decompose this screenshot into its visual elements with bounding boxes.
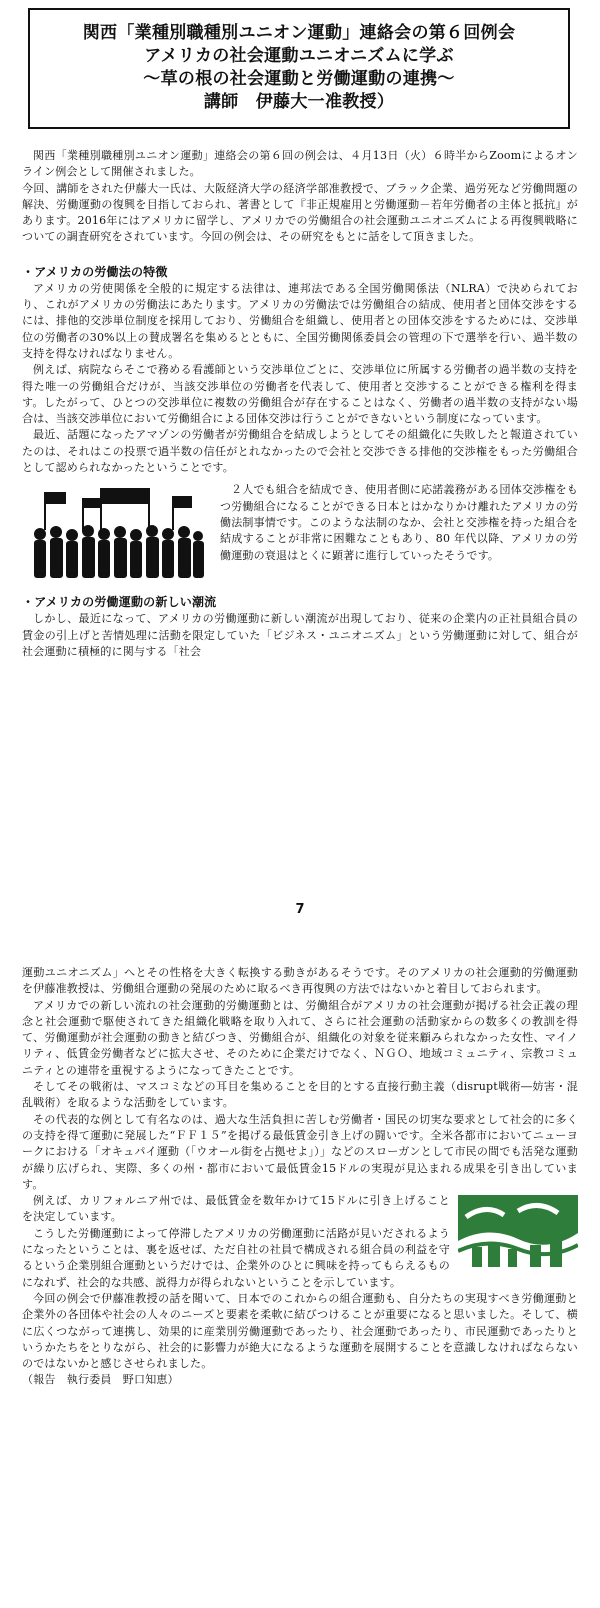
intro-paragraph-2: 今回、講師をされた伊藤大一氏は、大阪経済大学の経済学部准教授で、ブラック企業、過労死など労働問題の解決、労働運動の復興を目指しておられ、著書として『非正規雇用と労働運動－若年労働者の主体と抵抗』があります。2016年にはアメリカに留学し、アメリカでの労働組合の社会運動ユニオニズムによる再復興戦略についての調査研究をされています。今回の例会は、その研究をもとに話をして頂きました。 — [22, 181, 578, 244]
intro-paragraph-1: 関西「業種別職種別ユニオン運動」連絡会の第６回の例会は、４月13日（火）６時半からZoomによるオンライン例会として開催されました。 — [22, 149, 578, 179]
page-2-paragraph-5: 例えば、カリフォルニア州では、最低賃金を数年かけて15ドルに引き上げることを決定しています。 — [22, 1194, 450, 1224]
section-1-paragraph-3: 最近、話題になったアマゾンの労働者が労働組合を結成しようとしてその組織化に失敗したと報道されていたのは、それはこの投票で過半数の信任がとれなかったので会社と交渉できる排他的交渉権をもった労働組合として認められなかったということです。 — [22, 428, 578, 475]
protest-silhouette-icon — [22, 482, 212, 582]
title-box — [28, 8, 570, 129]
page-number: 7 — [295, 902, 305, 917]
page-2-body — [22, 965, 578, 1389]
page-2-paragraph-2: アメリカでの新しい流れの社会運動的労働運動とは、労働組合がアメリカの社会運動が掲げる社会正義の理念と社会運動で駆使されてきた組織化戦略を取り入れて、さらに社会運動の活動家からの数多くの教訓を得て、労働運動が社会運動の動きと結びつき、労働組合が、組織化の対象を従来顧みられなかった女性、マイノリティ、低賃金労働者などに拡大させ、そのために企業だけでなく、ＮＧＯ、地域コミュニティ、宗教コミュニティとの連帯を重視するようになってきたことです。 — [22, 998, 578, 1077]
title-line-1: 関西「業種別職種別ユニオン運動」連絡会の第６回例会 — [82, 23, 516, 43]
section-1-paragraph-1: アメリカの労使関係を全般的に規定する法律は、連邦法である全国労働関係法（NLRA）で決められており、これがアメリカの労働法にあたります。アメリカの労働法では労働組合の結成、使用者と団体交渉をするには、排他的交渉単位制度を採用しており、労働組合を組織し、使用者との団体交渉をするためには、交渉単位の労働者の30%以上の賛成署名を集めるとともに、全国労働関係委員会の管理の下で選挙を行い、過半数の支持を得なければなりません。 — [22, 281, 578, 360]
page-2-paragraph-6: こうした労働運動によって停滞したアメリカの労働運動に活路が見いだされるようになったということは、裏を返せば、ただ自社の社員で構成される組合員の利益を守るという企業別組合運動というだけでは、企業外のひとに興味を持ってもらえるものになれず、社会的な共感、説得力が得られないということを示しています。 — [22, 1226, 450, 1289]
section-1-paragraph-4: ２人でも組合を結成でき、使用者側に応諾義務がある団体交渉権をもつ労働組合になることができる日本とはかなりかけ離れたアメリカの労働法制事情です。このような法制のなか、会社と交渉権を持った組合を結成することが非常に困難なこともあり、80 年代以降、アメリカの労働運動の衰退はとくに顕著に進行していったそうです。 — [220, 483, 578, 562]
report-signature: （報告 執行委員 野口知恵） — [22, 1373, 179, 1387]
section-1-heading: ・アメリカの労働法の特徴 — [22, 264, 168, 279]
section-2-heading: ・アメリカの労働運動の新しい潮流 — [22, 595, 217, 610]
title-line-2: アメリカの社会運動ユニオニズムに学ぶ — [144, 46, 454, 66]
page-1-body — [22, 148, 578, 660]
section-2-paragraph-1: しかし、最近になって、アメリカの労働運動に新しい潮流が出現しており、従来の企業内の正社員組合員の賃金の引上げと苦情処理に活動を限定していた「ビジネス・ユニオニズム」という労働運動に対して、組合が社会運動に積極的に関与する「社会 — [22, 612, 578, 658]
title-line-3: ～草の根の社会運動と労働運動の連携～ — [143, 69, 455, 89]
page-2-paragraph-1: 運動ユニオニズム」へとその性格を大きく転換する動きがあるそうです。そのアメリカの社会運動的労働運動を伊藤准教授は、労働組合運動の発展のために取るべき再復興の方法ではないかと着目しておられます。 — [22, 966, 578, 996]
page-2-paragraph-7: 今回の例会で伊藤准教授の話を聞いて、日本でのこれからの組合運動も、自分たちの実現すべき労働運動と企業外の各団体や社会の人々のニーズと要素を柔軟に結びつけることが重要になると思いました。そして、横に広くつながって連携し、効果的に産業別労働運動であったり、社会運動であったり、市民運動であったりというかたちをとりながら、社会的に影響力が絶大になるような運動を展開することを意識しなければならないのではないかと感じさせられました。 — [22, 1291, 578, 1371]
page-2-paragraph-3: そしてその戦術は、マスコミなどの耳目を集めることを目的とする直接行動主義（disrupt戦術―妨害・混乱戦術）を取るような活動をしています。 — [22, 1080, 578, 1110]
green-city-logo-icon — [458, 1195, 578, 1267]
page-2-paragraph-4: その代表的な例として有名なのは、過大な生活負担に苦しむ労働者・国民の切実な要求として社会的に多くの支持を得て運動に発展した“ＦＦ１５”を掲げる最低賃金引き上げの闘いです。全米各都市においてニューヨークにおける「オキュパイ運動（「ウオール街を占拠せよ」）」などのスローガンとして市民の間でも活発な運動が繰り広げられ、実際、多くの州・都市において最低賃金15ドルの実現が見込まれる成果を引き出しています。 — [22, 1112, 578, 1191]
section-1-paragraph-2: 例えば、病院ならそこで務める看護師という交渉単位ごとに、交渉単位に所属する労働者の過半数の支持を得た唯一の労働組合だけが、当該交渉単位の労働者を代表して、使用者と交渉することができる権利を得ます。したがって、ひとつの交渉単位に複数の労働組合が存在することはなく、労働者の過半数の支持がない場合は、当該交渉単位において労働組合による団体交渉は行うことができないという制度になっています。 — [22, 363, 578, 426]
title-line-4: 講師 伊藤大一准教授） — [203, 92, 395, 112]
